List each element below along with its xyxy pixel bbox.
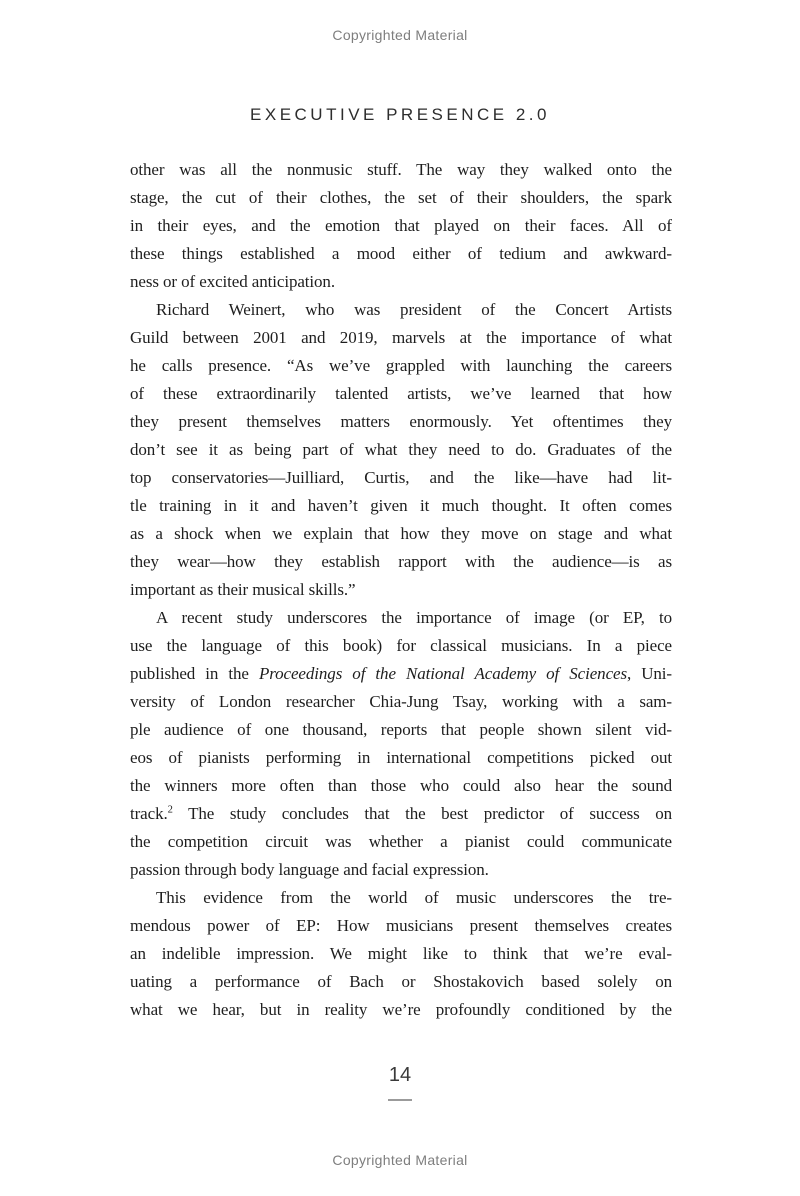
body-line: ness or of excited anticipation. bbox=[130, 272, 335, 291]
copyright-notice-bottom: Copyrighted Material bbox=[332, 1152, 468, 1168]
body-line: important as their musical skills.” bbox=[130, 580, 356, 599]
paragraph bbox=[130, 604, 672, 884]
body-line: tle training in it and haven’t given it much thought. It often comes bbox=[130, 496, 672, 515]
body-line: the winners more often than those who could also hear the sound bbox=[130, 776, 672, 795]
body-line: track.$^2$ The study concludes that the best predictor of success on bbox=[130, 804, 672, 823]
body-text bbox=[130, 156, 672, 1024]
paragraph bbox=[130, 156, 672, 296]
body-line: published in the Proceedings of the National Academy of Sciences, Uni- bbox=[130, 664, 672, 683]
body-line: other was all the nonmusic stuff. The way they walked onto the bbox=[130, 160, 672, 179]
body-line: in their eyes, and the emotion that played on their faces. All of bbox=[130, 216, 672, 235]
body-line: A recent study underscores the importance of image (or EP, to bbox=[156, 608, 672, 627]
body-line: eos of pianists performing in international competitions picked out bbox=[130, 748, 672, 767]
body-line: these things established a mood either of tedium and awkward- bbox=[130, 244, 672, 263]
body-line: mendous power of EP: How musicians present themselves creates bbox=[130, 916, 672, 935]
body-line: the competition circuit was whether a pianist could communicate bbox=[130, 832, 672, 851]
page-number: 14 bbox=[388, 1064, 412, 1086]
body-line: versity of London researcher Chia-Jung Tsay, working with a sam- bbox=[130, 692, 672, 711]
body-line: stage, the cut of their clothes, the set of their shoulders, the spark bbox=[130, 188, 672, 207]
body-line: Guild between 2001 and 2019, marvels at the importance of what bbox=[130, 328, 672, 347]
paragraph bbox=[130, 884, 672, 1024]
body-line: as a shock when we explain that how they move on stage and what bbox=[130, 524, 672, 543]
body-line: an indelible impression. We might like to think that we’re eval- bbox=[130, 944, 672, 963]
body-line: top conservatories—Juilliard, Curtis, and the like—have had lit- bbox=[130, 468, 672, 487]
body-line: This evidence from the world of music underscores the tre- bbox=[156, 888, 672, 907]
body-line: what we hear, but in reality we’re profoundly conditioned by the bbox=[130, 1000, 672, 1019]
paragraph bbox=[130, 296, 672, 604]
body-line: use the language of this book) for classical musicians. In a piece bbox=[130, 636, 672, 655]
body-line: they wear—how they establish rapport with the audience—is as bbox=[130, 552, 672, 571]
body-line: passion through body language and facial expression. bbox=[130, 860, 489, 879]
page-number-rule bbox=[388, 1099, 412, 1101]
body-line: Richard Weinert, who was president of the Concert Artists bbox=[156, 300, 672, 319]
body-line: of these extraordinarily talented artists, we’ve learned that how bbox=[130, 384, 672, 403]
body-line: uating a performance of Bach or Shostakovich based solely on bbox=[130, 972, 672, 991]
body-line: ple audience of one thousand, reports that people shown silent vid- bbox=[130, 720, 672, 739]
body-line: don’t see it as being part of what they need to do. Graduates of the bbox=[130, 440, 672, 459]
copyright-notice-top: Copyrighted Material bbox=[332, 27, 468, 43]
body-line: they present themselves matters enormously. Yet oftentimes they bbox=[130, 412, 672, 431]
running-head: EXECUTIVE PRESENCE 2.0 bbox=[250, 105, 550, 124]
body-line: he calls presence. “As we’ve grappled with launching the careers bbox=[130, 356, 672, 375]
